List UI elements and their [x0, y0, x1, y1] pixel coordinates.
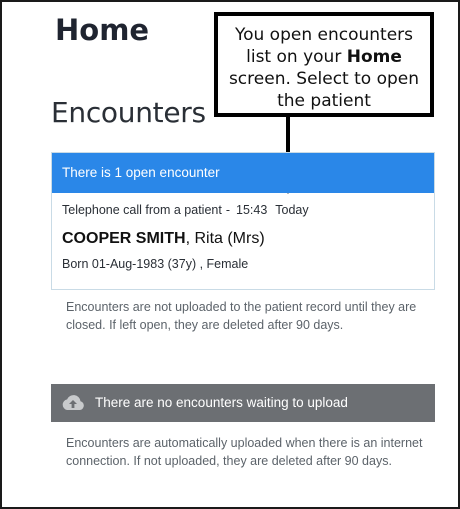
callout-home-bold: Home [346, 47, 402, 67]
callout-annotation [214, 12, 434, 117]
encounter-type: Telephone call from a patient [62, 203, 222, 217]
upload-status-text: There are no encounters waiting to upload [95, 395, 348, 410]
encounter-time: 15:43 [236, 203, 268, 217]
callout-line-2 [218, 46, 430, 68]
encounter-list-item[interactable] [52, 193, 434, 289]
cloud-upload-icon [61, 394, 85, 412]
encounter-type-line [62, 203, 424, 217]
encounter-separator: - [225, 203, 230, 217]
upload-note: Encounters are automatically uploaded when there is an internet connection. If not uploaded, they are deleted after 90 days. [66, 436, 423, 468]
open-encounters-card [51, 152, 435, 290]
encounter-day: Today [275, 203, 309, 217]
open-encounters-note: Encounters are not uploaded to the patient record until they are closed. If left open, they are deleted after 90 days. [66, 300, 417, 332]
callout-line-1: You open encounters [234, 25, 414, 45]
patient-surname: COOPER SMITH [62, 230, 186, 247]
upload-status-bar [51, 384, 435, 422]
encounters-heading: Encounters [51, 96, 206, 129]
callout-line-4: the patient [277, 91, 371, 111]
open-encounters-header: There is 1 open encounter [52, 153, 434, 193]
patient-details: Born 01-Aug-1983 (37y) , Female [62, 257, 249, 271]
page-title: Home [55, 13, 150, 47]
callout-line-2-text: list on your [246, 47, 347, 67]
callout-line-3: screen. Select to open [228, 69, 420, 89]
patient-forename: , Rita (Mrs) [185, 230, 265, 247]
patient-name [62, 230, 424, 248]
